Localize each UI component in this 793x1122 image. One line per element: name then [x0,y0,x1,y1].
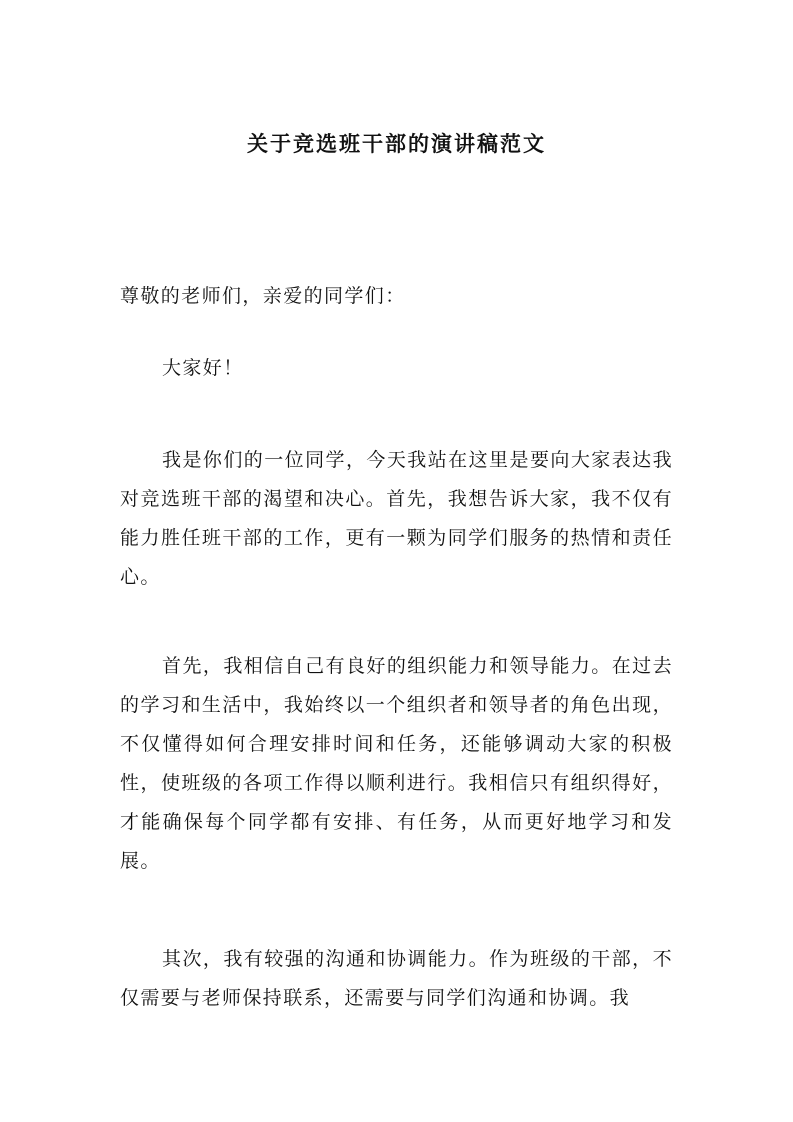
paragraph-organization-ability: 首先，我相信自己有良好的组织能力和领导能力。在过去的学习和生活中，我始终以一个组织者和领导者的角色出现，不仅懂得如何合理安排时间和任务，还能够调动大家的积极性，使班级的各项工作得以顺利进行。我相信只有组织得好，才能确保每个同学都有安排、有任务，从而更好地学习和发展。 [120,655,673,872]
paragraph-communication-ability: 其次，我有较强的沟通和协调能力。作为班级的干部，不仅需要与老师保持联系，还需要与同学们沟通和协调。我 [120,948,673,1009]
paragraph-introduction: 我是你们的一位同学，今天我站在这里是要向大家表达我对竞选班干部的渴望和决心。首先，我想告诉大家，我不仅有能力胜任班干部的工作，更有一颗为同学们服务的热情和责任心。 [120,449,673,588]
salutation: 尊敬的老师们，亲爱的同学们： [120,285,406,307]
document-title: 关于竞选班干部的演讲稿范文 [247,131,546,156]
paragraph-greeting: 大家好！ [162,357,244,379]
